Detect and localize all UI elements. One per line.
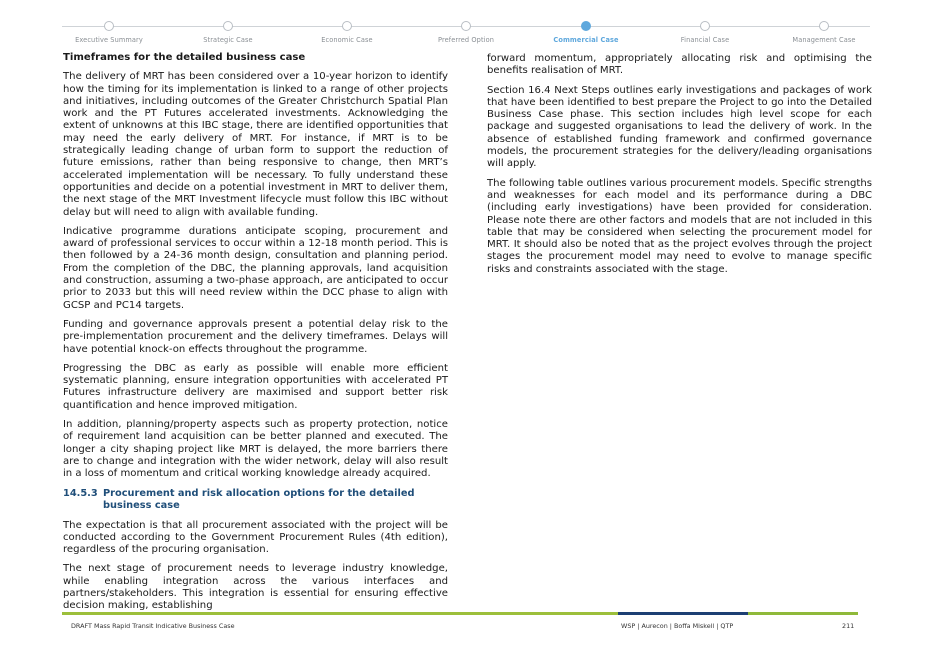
paragraph: Funding and governance approvals present a potential delay risk to the pre-implementation procurement and the delivery timeframes. Delays will have potential knock-on effects throughout the programme.	[63, 318, 448, 355]
nav-step-strategic-case[interactable]	[168, 17, 288, 44]
step-label: Strategic Case	[203, 36, 253, 44]
footer-bar-olive	[748, 612, 858, 615]
paragraph: Progressing the DBC as early as possible will enable more efficient systematic planning, ensure integration opportunities with accelerated PT Futures infrastructure delivery are maximised and support better risk quantification and hence improved mitigation.	[63, 362, 448, 411]
paragraph: The expectation is that all procurement associated with the project will be conducted according to the Government Procurement Rules (4th edition), regardless of the procuring organisation.	[63, 519, 448, 556]
step-dot	[700, 21, 710, 31]
section-heading	[63, 488, 448, 512]
nav-step-financial-case[interactable]	[645, 17, 765, 44]
step-label: Executive Summary	[75, 36, 143, 44]
section-number: 14.5.3	[63, 487, 98, 499]
step-dot	[819, 21, 829, 31]
step-label: Financial Case	[680, 36, 730, 44]
paragraph: Indicative programme durations anticipate scoping, procurement and award of professional services to occur within a 12-18 month period. This is then followed by a 24-36 month design, consultation and planning period. From the completion of the DBC, the planning approvals, land acquisition and construction, assuming a two-phase approach, are anticipated to occur prior to 2033 but this will need review within the DCC phase to align with GCSP and PC14 targets.	[63, 225, 448, 311]
paragraph: forward momentum, appropriately allocating risk and optimising the benefits realisation of MRT.	[487, 53, 872, 77]
nav-step-preferred-option[interactable]	[406, 17, 526, 44]
step-dot	[461, 21, 471, 31]
step-label: Economic Case	[321, 36, 373, 44]
nav-step-economic-case[interactable]	[287, 17, 407, 44]
paragraph: The next stage of procurement needs to leverage industry knowledge, while enabling integration across the various interfaces and partners/stakeholders. This integration is essential for ensuring effective decision making, establishing	[63, 563, 448, 612]
page-number: 211	[842, 622, 855, 630]
nav-step-commercial-case[interactable]	[526, 17, 646, 44]
paragraph: In addition, planning/property aspects such as property protection, notice of requirement land acquisition can be better planned and executed. The longer a city shaping project like MRT is delayed, the more barriers there are to change and integration with the wider network, delay will also result in a loss of momentum and critical working knowledge already acquired.	[63, 419, 448, 480]
paragraph: The following table outlines various procurement models. Specific strengths and weaknesses for each model and its performance during a DBC (including early investigations) have been provided for consideration. Please note there are other factors and models that are not included in this table that may be considered when selecting the procurement model for MRT. It should also be noted that as the project evolves through the project stages the procurement model may need to evolve to manage specific risks and constraints associated with the stage.	[487, 177, 872, 275]
nav-step-executive-summary[interactable]	[49, 17, 169, 44]
right-column	[487, 53, 872, 283]
step-dot-active	[581, 21, 591, 31]
paragraph: The delivery of MRT has been considered over a 10-year horizon to identify how the timing for its implementation is linked to a range of other projects and initiatives, including outcomes of the Greater Christchurch Spatial Plan work and the PT Futures accelerated investments. Acknowledging the extent of unknowns at this IBC stage, there are identified opportunities that may need the early delivery of MRT. For instance, if MRT is to be strategically leading change of urban form to support the reduction of future emissions, rather than being responsive to change, then MRT’s accelerated implementation will be necessary. To fully understand these opportunities and decide on a potential investment in MRT to deliver them, the next stage of the MRT Investment lifecycle must follow this IBC without delay but will need to align with available funding.	[63, 71, 448, 218]
step-dot	[342, 21, 352, 31]
paragraph: Section 16.4 Next Steps outlines early investigations and packages of work that have been identified to best prepare the Project to go into the Detailed Business Case phase. This section includes high level scope for each package and suggested organisations to lead the delivery of work. In the absence of established funding framework and confirmed governance models, the procurement strategies for the delivery/leading organisations will apply.	[487, 84, 872, 170]
step-dot	[104, 21, 114, 31]
footer-document-title: DRAFT Mass Rapid Transit Indicative Business Case	[71, 622, 235, 630]
step-label: Preferred Option	[438, 36, 494, 44]
footer-bar-green	[62, 612, 618, 615]
left-column	[63, 52, 448, 620]
nav-step-management-case[interactable]	[764, 17, 884, 44]
step-label: Commercial Case	[553, 36, 619, 44]
footer-authors: WSP | Aurecon | Boffa Miskell | QTP	[621, 622, 734, 630]
step-label: Management Case	[792, 36, 856, 44]
subheading: Timeframes for the detailed business case	[63, 52, 306, 63]
step-dot	[223, 21, 233, 31]
footer-bar-navy	[618, 612, 748, 615]
section-progress-nav	[62, 17, 870, 51]
section-title: Procurement and risk allocation options for the detailed business case	[103, 487, 415, 511]
